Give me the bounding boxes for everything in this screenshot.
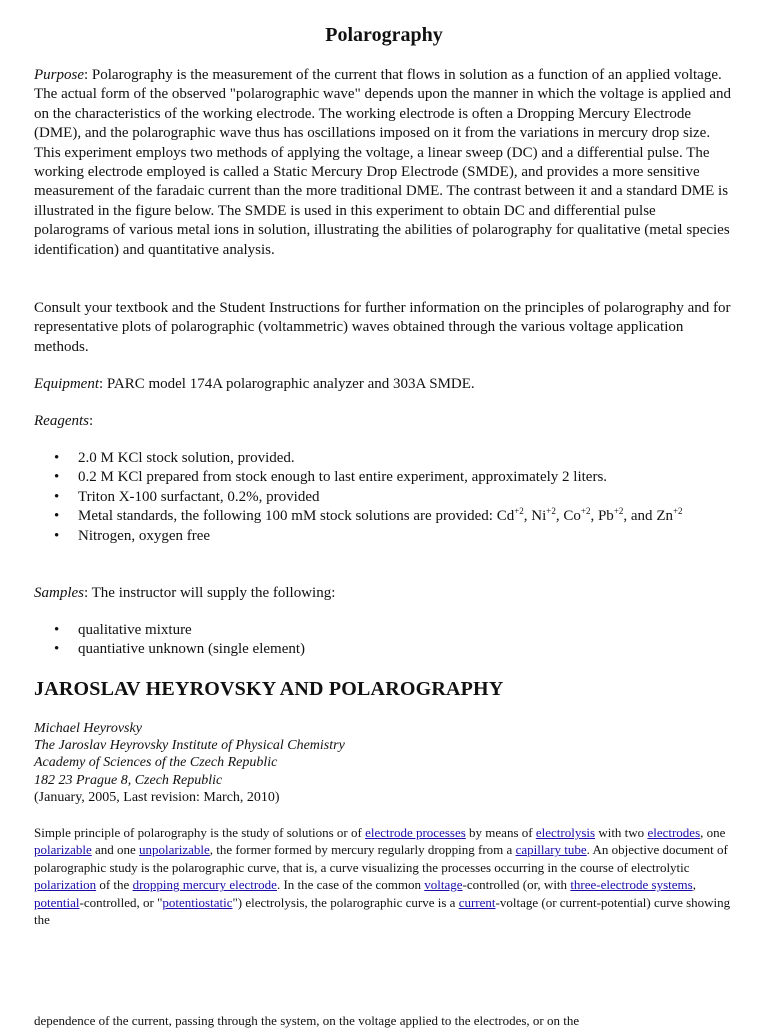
cutoff-text-line: dependence of the current, passing through the system, on the voltage applied to the electrodes, or on the <box>34 1013 580 1028</box>
list-item-metals <box>34 507 734 526</box>
principle-paragraph: Simple principle of polarography is the study of solutions or of electrode processes by means of electrolysis with two electrodes, one polarizable and one unpolarizable, the former formed by mercury regularly dropping from a capillary tube. An objective document of polarographic study is the polarographic curve, that is, a curve visualizing the processes occurring in the course of electrolytic polarization of the dropping mercury electrode. In the case of the common voltage-controlled (or, with three-electrode systems, potential-controlled, or "potentiostatic") electrolysis, the polarographic curve is a current-voltage (or current-potential) curve showing the <box>34 825 731 928</box>
list-item: • 0.2 M KCl prepared from stock enough to last entire experiment, approximately 2 liters. <box>34 468 734 487</box>
author-dates: (January, 2005, Last revision: March, 2010) <box>34 789 280 805</box>
link-electrolysis[interactable]: electrolysis <box>535 825 596 840</box>
samples-text: : The instructor will supply the following: <box>84 585 336 601</box>
list-item: • qualitative mixture <box>34 621 734 640</box>
link-potential[interactable]: potential <box>34 894 80 910</box>
reagents-heading <box>34 412 734 431</box>
metal-cd: $Cd^{+2}$, <box>496 506 532 525</box>
list-item: • Triton X-100 surfactant, 0.2%, provided <box>34 488 734 507</box>
reagents-label: Reagents <box>34 413 89 429</box>
metals-prefix: Metal standards, the following 100 mM stock solutions are provided: <box>78 508 497 525</box>
link-potentiostatic[interactable]: potentiostatic <box>162 894 233 910</box>
list-item: • quantiative unknown (single element) <box>34 640 734 659</box>
metal-co: $Co^{+2}$, <box>563 506 598 525</box>
link-three-electrode-systems[interactable]: three-electrode systems <box>570 877 693 893</box>
metal-ni: $Ni^{+2}$, <box>531 506 564 525</box>
samples-paragraph <box>34 584 734 603</box>
author-institute: The Jaroslav Heyrovsky Institute of Physical Chemistry <box>34 738 345 754</box>
consult-paragraph: Consult your textbook and the Student Instructions for further information on the principles of polarography and for representative plots of polarographic (voltammetric) waves obtained through the various voltage application methods. <box>34 300 731 355</box>
samples-label: Samples <box>34 585 84 601</box>
link-capillary-tube[interactable]: capillary tube <box>515 842 587 858</box>
link-dropping-mercury-electrode[interactable]: dropping mercury electrode <box>132 877 277 893</box>
list-item: • Nitrogen, oxygen free <box>34 527 734 546</box>
equipment-label: Equipment <box>34 376 99 392</box>
link-electrode-processes[interactable]: electrode processes <box>365 825 466 840</box>
link-electrodes[interactable]: electrodes <box>647 825 701 840</box>
list-item: • 2.0 M KCl stock solution, provided. <box>34 449 734 468</box>
reagents-colon: : <box>88 413 94 429</box>
author-block <box>34 720 734 806</box>
purpose-paragraph <box>34 66 734 260</box>
page-title: Polarography <box>325 24 443 46</box>
samples-list <box>34 621 734 660</box>
link-polarization[interactable]: polarization <box>34 877 97 893</box>
link-current[interactable]: current <box>458 894 496 910</box>
metal-zn: $Zn^{+2}$ <box>656 506 683 525</box>
author-academy: Academy of Sciences of the Czech Republic <box>34 755 278 771</box>
link-voltage[interactable]: voltage <box>424 877 463 893</box>
author-name: Michael Heyrovsky <box>34 721 142 736</box>
metal-pb: $Pb^{+2}$, and <box>597 506 657 525</box>
reagents-list <box>34 449 734 546</box>
purpose-label: Purpose <box>34 67 84 83</box>
purpose-text: : Polarography is the measurement of the current that flows in solution as a function of an applied voltage. The actual form of the observed "polarographic wave" depends upon the manner in which the voltage is applied and on the characteristics of the working electrode. The working electrode is often a Dropping Mercury Electrode (DME), and the polarographic wave thus has oscillations imposed on it from the variations in mercury drop size. This experiment employs two methods of applying the voltage, a linear sweep (DC) and a differential pulse. The working electrode employed is called a Static Mercury Drop Electrode (SMDE), and provides a more sensitive measurement of the faradaic current than the more traditional DME. The contrast between it and a standard DME is illustrated in the figure below. The SMDE is used in this experiment to obtain DC and differential pulse polarograms of various metal ions in solution, illustrating the abilities of polarography for qualitative (metal species identification) and quantitative analysis. <box>34 67 732 258</box>
author-address: 182 23 Prague 8, Czech Republic <box>34 772 223 788</box>
link-unpolarizable[interactable]: unpolarizable <box>139 842 210 858</box>
equipment-paragraph <box>34 375 734 394</box>
section-heading: JAROSLAV HEYROVSKY AND POLAROGRAPHY <box>34 678 504 700</box>
link-polarizable[interactable]: polarizable <box>34 842 92 858</box>
equipment-text: : PARC model 174A polarographic analyzer and 303A SMDE. <box>99 376 475 392</box>
